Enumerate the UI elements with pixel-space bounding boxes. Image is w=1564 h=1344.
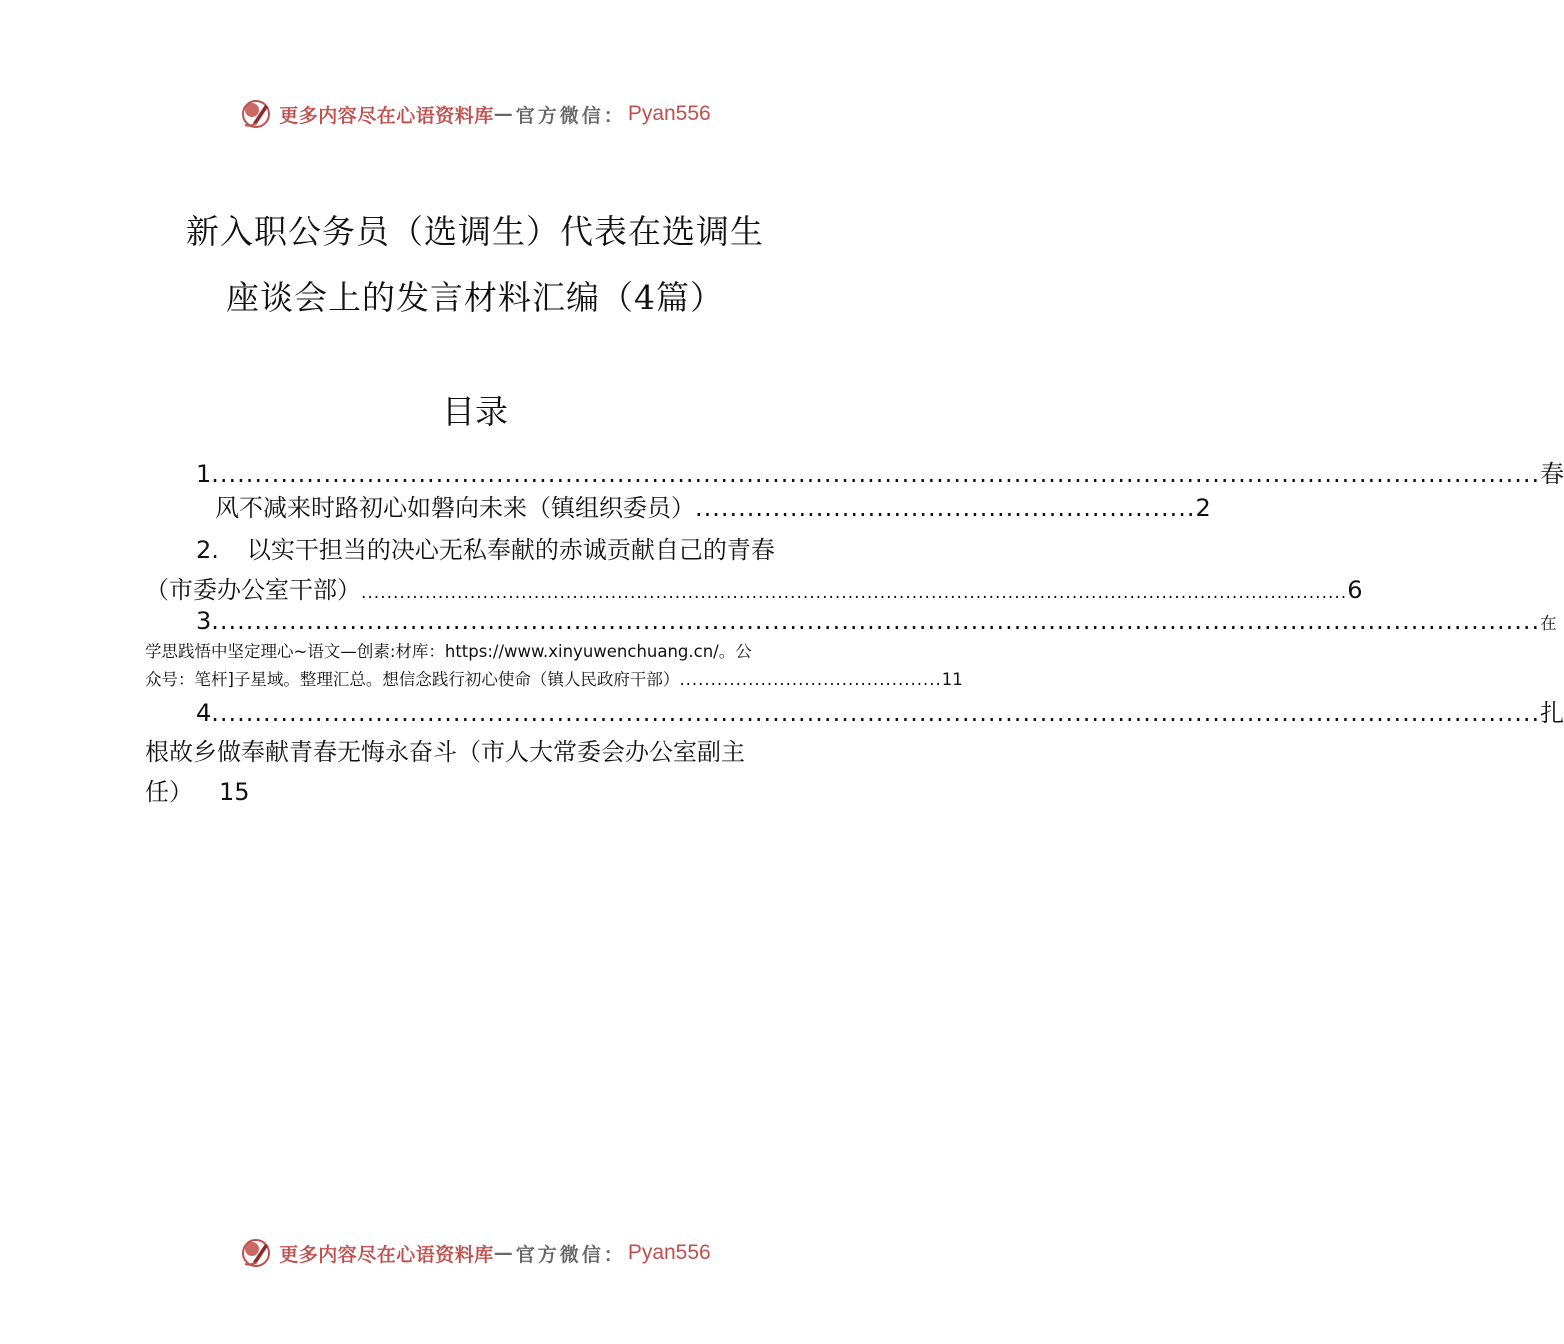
toc-entry-4-text-cont: 任） — [145, 778, 193, 806]
watermark-wechat-label: 官方微信： — [515, 104, 626, 127]
toc-entry-4-number: 4 — [196, 699, 212, 727]
toc-entry-3-text-cont: 众号：笔杆]子星域。整理汇总。想信念践行初心使命（镇人民政府干部） — [145, 670, 680, 689]
pen-nib-logo-icon — [239, 97, 273, 131]
watermark-wechat-label: 官方微信： — [515, 1243, 626, 1266]
toc-entry-1-text: 风不减来时路初心如磐向未来（镇组织委员） — [215, 494, 695, 522]
toc-entry-1-page: 2 — [1195, 494, 1211, 522]
toc-leader-dots: .......................................................................................................................................................... — [211, 607, 1541, 635]
toc-entry-4-tail: 扎 — [1540, 699, 1564, 727]
toc-entry-1-tail: 春 — [1540, 460, 1564, 488]
watermark-dash: — — [493, 103, 516, 125]
watermark-text: 更多内容尽在心语资料库 — [279, 1243, 494, 1266]
toc-entry-3-line-1[interactable] — [196, 607, 1557, 635]
watermark-wechat-id: Pyan556 — [627, 1241, 711, 1264]
watermark-header — [0, 94, 950, 134]
toc-leader-dots: .......................................................................................................................................................... — [211, 460, 1541, 488]
document-title-line-2: 座谈会上的发言材料汇编（4篇） — [226, 278, 724, 317]
toc-leader-dots: .......................................................................................................................................................... — [361, 583, 1348, 603]
toc-entry-3-page: 11 — [941, 670, 963, 689]
toc-entry-1-number: 1 — [196, 460, 212, 488]
toc-leader-dots: .......................................... — [679, 670, 942, 689]
toc-entry-4-line-2[interactable]: 根故乡做奉献青春无悔永奋斗（市人大常委会办公室副主 — [145, 738, 745, 766]
toc-entry-4-line-3[interactable] — [145, 772, 250, 807]
watermark-footer — [0, 1233, 950, 1273]
watermark-wechat-id: Pyan556 — [627, 102, 711, 125]
toc-entry-2-text-cont: （市委办公室干部） — [145, 576, 361, 604]
toc-entry-4-page: 15 — [219, 778, 250, 806]
document-title-line-1: 新入职公务员（选调生）代表在选调生 — [186, 212, 764, 251]
toc-leader-dots: .......................................................... — [695, 494, 1196, 522]
toc-leader-dots: .......................................................................................................................................................... — [211, 699, 1541, 727]
pen-nib-logo-icon — [239, 1236, 273, 1270]
toc-entry-3-tail: 在 — [1540, 614, 1557, 633]
toc-entry-3-line-3[interactable] — [145, 666, 963, 690]
watermark-dash: — — [493, 1242, 516, 1264]
toc-entry-1-line-1[interactable] — [196, 454, 1564, 489]
toc-entry-2-line-2[interactable] — [145, 570, 1363, 605]
toc-heading: 目录 — [442, 392, 508, 431]
watermark-text: 更多内容尽在心语资料库 — [279, 104, 494, 127]
toc-entry-2-number: 2. — [196, 536, 219, 564]
toc-entry-4-line-1[interactable] — [196, 693, 1564, 728]
toc-entry-3-number: 3 — [196, 607, 212, 635]
toc-entry-2-page: 6 — [1347, 576, 1363, 604]
toc-entry-3-line-2[interactable]: 学思践悟中坚定理心~语文—创素:材库：https://www.xinyuwenchuang.cn/。公 — [145, 642, 752, 661]
toc-entry-2-line-1[interactable] — [196, 530, 775, 565]
toc-entry-2-text: 以实干担当的决心无私奉献的赤诚贡献自己的青春 — [246, 536, 775, 564]
toc-entry-1-line-2[interactable] — [215, 488, 1211, 523]
